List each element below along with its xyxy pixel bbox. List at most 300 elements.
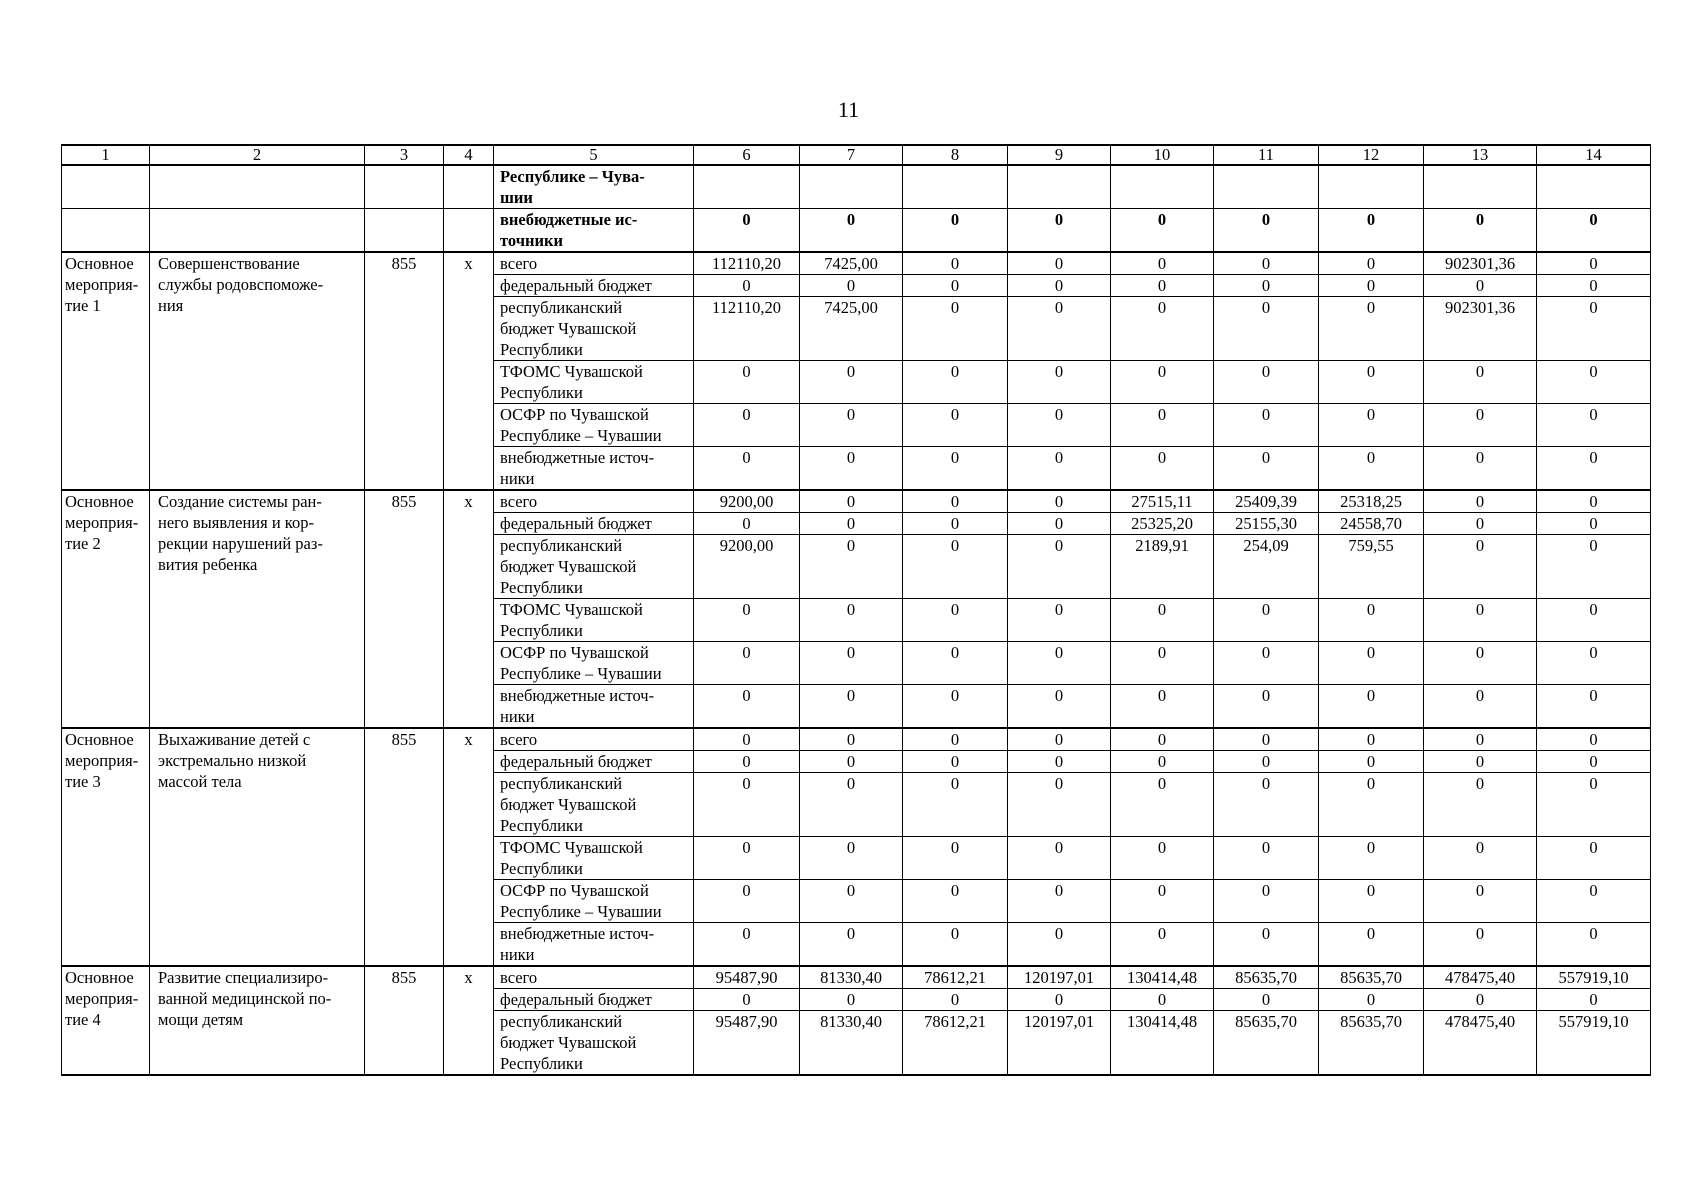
value-cell: 0 [1537,599,1651,642]
value-cell: 0 [694,685,800,729]
value-cell: 78612,21 [903,1011,1008,1076]
value-cell: 130414,48 [1111,966,1214,989]
value-cell: 0 [1111,599,1214,642]
text-line: Республики [500,383,583,402]
value-cell: 0 [1319,599,1424,642]
text-line: шии [500,188,533,207]
funding-source-cell [494,404,694,447]
value-cell: 0 [1537,989,1651,1011]
code-cell: 855 [365,728,444,966]
text-line: федеральный бюджет [500,752,652,771]
text-line: Республике – Чувашии [500,664,662,683]
code-cell: 855 [365,252,444,490]
text-line: экстремально низкой [158,751,307,770]
text-line: тие 1 [65,296,101,315]
value-cell: 0 [800,751,903,773]
table-row [62,490,1651,513]
event-description-cell [150,966,365,1075]
value-cell: 24558,70 [1319,513,1424,535]
value-cell: 0 [1319,923,1424,967]
value-cell [800,165,903,209]
value-cell: 0 [1111,252,1214,275]
value-cell: 0 [1319,728,1424,751]
value-cell: 0 [1537,252,1651,275]
column-number-cell: 6 [694,145,800,165]
column-number-row [62,145,1651,165]
value-cell: 0 [1008,361,1111,404]
value-cell: 0 [1319,989,1424,1011]
column-number-cell: 5 [494,145,694,165]
value-cell: 0 [1214,773,1319,837]
value-cell: 0 [903,275,1008,297]
value-cell [903,165,1008,209]
funding-source-cell [494,447,694,491]
text-line: службы родовспоможе- [158,275,324,294]
value-cell: 902301,36 [1424,297,1537,361]
value-cell: 25325,20 [1111,513,1214,535]
value-cell: 0 [1319,880,1424,923]
value-cell: 0 [1319,447,1424,491]
value-cell: 0 [1537,447,1651,491]
value-cell: 0 [1319,252,1424,275]
value-cell: 0 [1424,880,1537,923]
text-line: тие 2 [65,534,101,553]
text-line: республиканский [500,1012,623,1031]
value-cell [1214,165,1319,209]
funding-source-cell [494,685,694,729]
text-line: Развитие специализиро- [158,968,329,987]
value-cell: 0 [903,209,1008,253]
value-cell: 0 [1424,751,1537,773]
value-cell: 0 [903,535,1008,599]
value-cell: 0 [1537,728,1651,751]
value-cell: 0 [1537,209,1651,253]
value-cell: 0 [1319,837,1424,880]
value-cell: 0 [903,490,1008,513]
value-cell: 0 [1214,880,1319,923]
text-line: ТФОМС Чувашской [500,600,643,619]
funding-source-cell [494,209,694,253]
value-cell: 0 [1319,275,1424,297]
text-line: Выхаживание детей с [158,730,311,749]
event-name-cell [62,490,150,728]
value-cell: 0 [694,923,800,967]
text-line: Республики [500,1054,583,1073]
value-cell: 0 [1008,275,1111,297]
code-cell: 855 [365,490,444,728]
text-line: Республике – Чувашии [500,902,662,921]
value-cell: 0 [1214,728,1319,751]
column-number-cell: 13 [1424,145,1537,165]
value-cell: 0 [1424,728,1537,751]
value-cell: 0 [694,989,800,1011]
value-cell [1111,165,1214,209]
event-name-cell [62,252,150,490]
page-number: 11 [837,97,860,122]
text-line: Республики [500,621,583,640]
code-cell: 855 [365,966,444,1075]
value-cell: 0 [1111,989,1214,1011]
value-cell: 0 [1424,404,1537,447]
text-line: ОСФР по Чувашской [500,405,649,424]
text-line: Основное [65,730,134,749]
text-line: Республики [500,340,583,359]
value-cell: 0 [1008,447,1111,491]
value-cell: 0 [1214,989,1319,1011]
value-cell: 0 [800,404,903,447]
funding-source-cell [494,252,694,275]
value-cell: 0 [694,751,800,773]
value-cell: 0 [1424,989,1537,1011]
column-number-cell: 1 [62,145,150,165]
value-cell: 7425,00 [800,297,903,361]
value-cell: 0 [1537,275,1651,297]
value-cell: 9200,00 [694,490,800,513]
value-cell: 0 [903,923,1008,967]
value-cell: 0 [1008,535,1111,599]
funding-source-cell [494,751,694,773]
value-cell: 0 [1111,773,1214,837]
funding-source-cell [494,513,694,535]
column-number-cell: 11 [1214,145,1319,165]
value-cell: 0 [1111,880,1214,923]
value-cell: 0 [1008,880,1111,923]
value-cell: 0 [1424,275,1537,297]
text-line: него выявления и кор- [158,513,314,532]
value-cell: 0 [1214,751,1319,773]
value-cell: 0 [800,535,903,599]
value-cell: 0 [694,513,800,535]
value-cell: 0 [800,880,903,923]
value-cell: 759,55 [1319,535,1424,599]
value-cell: 0 [1537,297,1651,361]
value-cell: 0 [1111,447,1214,491]
funding-source-cell [494,966,694,989]
text-line: всего [500,254,538,273]
table-row [62,252,1651,275]
event-description-cell [150,490,365,728]
value-cell: 0 [800,837,903,880]
value-cell: 81330,40 [800,966,903,989]
value-cell: 0 [1111,923,1214,967]
table-row [62,165,1651,209]
value-cell: 0 [1214,361,1319,404]
value-cell: 0 [1537,404,1651,447]
budget-table [61,144,1651,1076]
text-line: Создание системы ран- [158,492,322,511]
value-cell: 25155,30 [1214,513,1319,535]
value-cell: 0 [694,404,800,447]
funding-source-cell [494,923,694,967]
funding-source-cell [494,165,694,209]
text-line: Республике – Чува- [500,167,645,186]
value-cell: 0 [1214,447,1319,491]
text-line: внебюджетные ис- [500,210,638,229]
empty-cell [150,165,365,209]
value-cell: 557919,10 [1537,1011,1651,1076]
column-number-cell: 9 [1008,145,1111,165]
value-cell: 0 [903,297,1008,361]
value-cell: 0 [903,837,1008,880]
value-cell [1537,165,1651,209]
value-cell: 95487,90 [694,1011,800,1076]
value-cell: 0 [694,275,800,297]
empty-cell [150,209,365,253]
text-line: Республики [500,859,583,878]
value-cell: 0 [800,773,903,837]
text-line: рекции нарушений раз- [158,534,323,553]
funding-source-cell [494,275,694,297]
value-cell [694,165,800,209]
value-cell: 0 [1424,535,1537,599]
event-name-cell [62,728,150,966]
value-cell: 0 [1111,361,1214,404]
value-cell: 0 [1008,599,1111,642]
value-cell: 0 [800,490,903,513]
empty-cell [62,165,150,209]
value-cell: 85635,70 [1319,966,1424,989]
value-cell: 478475,40 [1424,1011,1537,1076]
table-row [62,966,1651,989]
value-cell: 0 [1008,404,1111,447]
text-line: Совершенствование [158,254,300,273]
value-cell: 0 [1111,751,1214,773]
text-line: Республики [500,578,583,597]
value-cell: 0 [1214,599,1319,642]
text-line: всего [500,492,538,511]
value-cell: 95487,90 [694,966,800,989]
value-cell: 0 [800,275,903,297]
value-cell: 0 [1111,404,1214,447]
value-cell: 0 [800,989,903,1011]
value-cell: 0 [1537,751,1651,773]
value-cell: 0 [1214,252,1319,275]
value-cell: 120197,01 [1008,1011,1111,1076]
text-line: бюджет Чувашской [500,795,637,814]
text-line: ники [500,469,535,488]
value-cell: 25409,39 [1214,490,1319,513]
text-line: бюджет Чувашской [500,1033,637,1052]
funding-source-cell [494,880,694,923]
text-line: ОСФР по Чувашской [500,881,649,900]
value-cell: 0 [694,880,800,923]
funding-source-cell [494,490,694,513]
value-cell: 0 [1319,404,1424,447]
value-cell: 478475,40 [1424,966,1537,989]
value-cell: 0 [1008,209,1111,253]
value-cell: 0 [1111,728,1214,751]
text-line: ванной медицинской по- [158,989,332,1008]
value-cell: 0 [1424,599,1537,642]
value-cell: 0 [1214,685,1319,729]
text-line: всего [500,968,538,987]
value-cell: 0 [903,447,1008,491]
text-line: внебюджетные источ- [500,448,655,467]
value-cell: 0 [694,361,800,404]
value-cell: 0 [1537,490,1651,513]
column-number-cell: 2 [150,145,365,165]
value-cell: 0 [1424,490,1537,513]
text-line: ОСФР по Чувашской [500,643,649,662]
text-line: мероприя- [65,989,139,1008]
text-line: республиканский [500,536,623,555]
text-line: ния [158,296,184,315]
value-cell: 0 [903,599,1008,642]
value-cell: 254,09 [1214,535,1319,599]
empty-cell [365,165,444,209]
value-cell [1319,165,1424,209]
text-line: ТФОМС Чувашской [500,838,643,857]
text-line: федеральный бюджет [500,514,652,533]
value-cell: 0 [800,447,903,491]
column-number-cell: 10 [1111,145,1214,165]
text-line: внебюджетные источ- [500,686,655,705]
text-line: всего [500,730,538,749]
value-cell: 0 [800,599,903,642]
value-cell: 0 [903,728,1008,751]
value-cell: 0 [903,513,1008,535]
value-cell: 0 [1424,837,1537,880]
value-cell: 0 [1319,297,1424,361]
funding-source-cell [494,1011,694,1076]
value-cell: 112110,20 [694,297,800,361]
text-line: Основное [65,492,134,511]
value-cell: 85635,70 [1214,966,1319,989]
value-cell: 0 [1319,773,1424,837]
value-cell: 27515,11 [1111,490,1214,513]
value-cell [1008,165,1111,209]
value-cell: 0 [1008,685,1111,729]
text-line: республиканский [500,298,623,317]
value-cell: 0 [903,642,1008,685]
value-cell: 0 [1424,642,1537,685]
value-cell: 0 [903,685,1008,729]
value-cell: 557919,10 [1537,966,1651,989]
value-cell: 0 [694,728,800,751]
mark-cell: x [444,252,494,490]
value-cell: 0 [1214,404,1319,447]
value-cell: 0 [694,209,800,253]
column-number-cell: 8 [903,145,1008,165]
event-name-cell [62,966,150,1075]
value-cell: 78612,21 [903,966,1008,989]
value-cell: 0 [1008,513,1111,535]
value-cell: 0 [1111,685,1214,729]
value-cell: 0 [1424,209,1537,253]
funding-source-cell [494,535,694,599]
value-cell: 0 [800,642,903,685]
value-cell: 0 [1537,535,1651,599]
empty-cell [62,209,150,253]
value-cell: 112110,20 [694,252,800,275]
value-cell: 0 [903,773,1008,837]
value-cell: 0 [1214,642,1319,685]
value-cell: 81330,40 [800,1011,903,1076]
text-line: внебюджетные источ- [500,924,655,943]
value-cell: 0 [800,728,903,751]
text-line: тие 3 [65,772,101,791]
value-cell: 0 [903,404,1008,447]
value-cell: 0 [1319,751,1424,773]
funding-source-cell [494,297,694,361]
text-line: мощи детям [158,1010,244,1029]
value-cell: 0 [1111,837,1214,880]
value-cell: 0 [800,361,903,404]
text-line: Основное [65,968,134,987]
value-cell: 0 [1537,773,1651,837]
value-cell: 0 [1214,275,1319,297]
text-line: ТФОМС Чувашской [500,362,643,381]
value-cell: 0 [1111,642,1214,685]
value-cell: 0 [1214,837,1319,880]
value-cell [1424,165,1537,209]
value-cell: 0 [1537,361,1651,404]
value-cell: 0 [1537,923,1651,967]
value-cell: 0 [1424,773,1537,837]
value-cell: 0 [1424,361,1537,404]
column-number-cell: 4 [444,145,494,165]
funding-source-cell [494,361,694,404]
value-cell: 0 [1214,923,1319,967]
funding-source-cell [494,728,694,751]
text-line: Республики [500,816,583,835]
value-cell: 0 [1111,297,1214,361]
text-line: бюджет Чувашской [500,557,637,576]
value-cell: 130414,48 [1111,1011,1214,1076]
value-cell: 0 [903,361,1008,404]
value-cell: 0 [1537,513,1651,535]
value-cell: 0 [1319,209,1424,253]
value-cell: 0 [1424,447,1537,491]
text-line: мероприя- [65,513,139,532]
event-description-cell [150,252,365,490]
value-cell: 0 [903,880,1008,923]
value-cell: 0 [1537,880,1651,923]
value-cell: 0 [1319,685,1424,729]
funding-source-cell [494,642,694,685]
value-cell: 0 [1424,513,1537,535]
value-cell: 0 [694,642,800,685]
value-cell: 0 [1008,252,1111,275]
empty-cell [365,209,444,253]
value-cell: 85635,70 [1214,1011,1319,1076]
text-line: бюджет Чувашской [500,319,637,338]
event-description-cell [150,728,365,966]
value-cell: 0 [800,923,903,967]
value-cell: 0 [800,209,903,253]
value-cell: 9200,00 [694,535,800,599]
text-line: ники [500,945,535,964]
value-cell: 0 [903,989,1008,1011]
column-number-cell: 14 [1537,145,1651,165]
funding-source-cell [494,599,694,642]
value-cell: 0 [1008,728,1111,751]
text-line: точники [500,231,564,250]
value-cell: 0 [1111,209,1214,253]
funding-source-cell [494,773,694,837]
text-line: мероприя- [65,275,139,294]
mark-cell: x [444,966,494,1075]
value-cell: 0 [1008,751,1111,773]
text-line: вития ребенка [158,555,258,574]
value-cell: 0 [903,751,1008,773]
value-cell: 0 [800,513,903,535]
value-cell: 0 [1008,490,1111,513]
value-cell: 902301,36 [1424,252,1537,275]
text-line: федеральный бюджет [500,990,652,1009]
value-cell: 25318,25 [1319,490,1424,513]
value-cell: 0 [694,447,800,491]
